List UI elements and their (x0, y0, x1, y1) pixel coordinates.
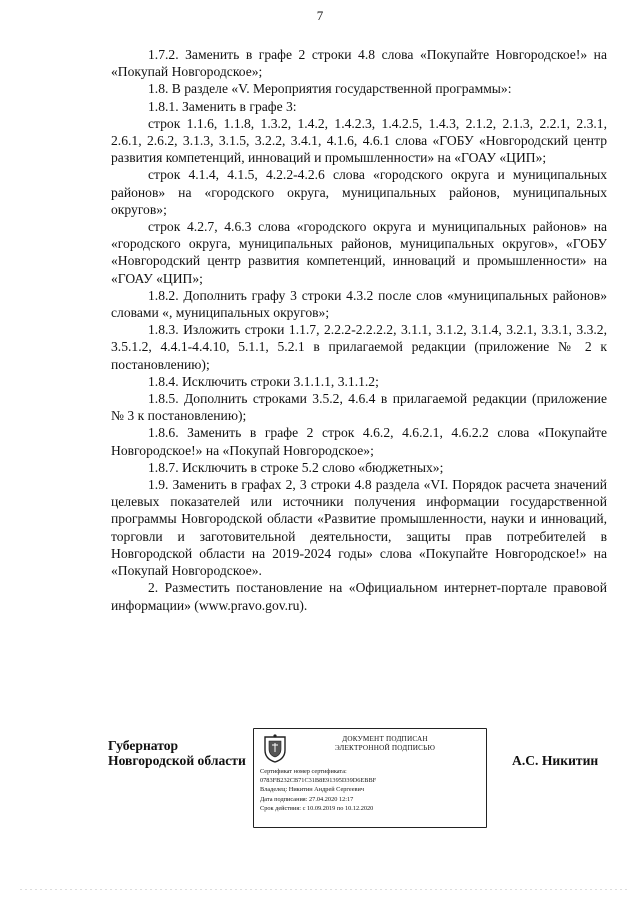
signer-title-line2: Новгородской области (108, 753, 246, 768)
cert-number: 0783FB232CB71C31B8E91395D39D6EBBF (260, 777, 377, 785)
cert-owner: Владелец: Никитин Андрей Сергеевич (260, 786, 365, 794)
paragraph-1-9: 1.9. Заменить в графах 2, 3 строки 4.8 раздела «VI. Порядок расчета значений целевых показателей или источники получения информации государственной программы Новгородской области «Развитие промышленности, науки и инноваций, торговли и заготовительной деятельности, защиты прав потребителей в Новгородской области на 2019-2024 годы» слова «Покупайте Новгородское!» на «Покупай Новгородское». (111, 477, 607, 579)
stamp-header-line1: ДОКУМЕНТ ПОДПИСАН (342, 735, 428, 743)
cert-label: Сертификат номер сертификата: (260, 768, 347, 775)
signer-title (108, 738, 246, 768)
coat-of-arms-icon (260, 733, 290, 763)
paragraph-1-8-2: 1.8.2. Дополнить графу 3 строки 4.3.2 после слов «муниципальных районов» словами «, муниципальных округов»; (111, 287, 607, 321)
paragraph-1-8: 1.8. В разделе «V. Мероприятия государственной программы»: (148, 81, 512, 97)
paragraph-1-8-7: 1.8.7. Исключить в строке 5.2 слово «бюджетных»; (148, 459, 444, 475)
page-number: 7 (316, 8, 324, 23)
paragraph-2: 2. Разместить постановление на «Официальном интернет-портале правовой информации» (www.pravo.gov.ru). (111, 580, 607, 613)
paragraph-1-8-3: 1.8.3. Изложить строки 1.1.7, 2.2.2-2.2.2.2, 3.1.1, 3.1.2, 3.1.4, 3.2.1, 3.3.1, 3.3.2, 3.5.1.2, 4.4.1-4.4.10, 5.1.1, 5.2.1 в прилагаемой редакции (приложение № 2 к постановлению); (111, 322, 607, 372)
paragraph-rows-list-2: строк 4.1.4, 4.1.5, 4.2.2-4.2.6 слова «городского округа и муниципальных районов» на «городского округа, муниципальных районов, муниципальных округов»; (111, 167, 607, 217)
document-body (111, 46, 607, 614)
signer-name: А.С. Никитин (512, 753, 599, 768)
signature-block (0, 728, 640, 828)
paragraph-rows-list-3: строк 4.2.7, 4.6.3 слова «городского округа и муниципальных районов» на «городского округа, муниципальных районов, муниципальных округов», «ГОБУ «Новгородский центр развития компетенций, инноваций и промышленности» на «ГОАУ «ЦИП»; (111, 219, 607, 286)
paragraph-1-8-6: 1.8.6. Заменить в графе 2 строк 4.6.2, 4.6.2.1, 4.6.2.2 слова «Покупайте Новгородское!» на «Покупай Новгородское»; (111, 425, 607, 458)
signed-date: Дата подписания: 27.04.2020 12:17 (260, 795, 354, 803)
signer-title-line1: Губернатор (108, 738, 179, 753)
paragraph-1-8-5: 1.8.5. Дополнить строками 3.5.2, 4.6.4 в прилагаемой редакции (приложение № 3 к постановлению); (111, 391, 607, 424)
cert-validity: Срок действия: с 10.09.2019 по 10.12.2020 (260, 804, 374, 812)
paragraph-1-8-1: 1.8.1. Заменить в графе 3: (148, 98, 297, 114)
stamp-header (292, 735, 478, 753)
paragraph-1-8-4: 1.8.4. Исключить строки 3.1.1.1, 3.1.1.2; (148, 373, 379, 389)
paragraph-rows-list-1: строк 1.1.6, 1.1.8, 1.3.2, 1.4.2, 1.4.2.3, 1.4.2.5, 1.4.3, 2.1.2, 2.1.3, 2.2.1, 2.3.1, 2.6.1, 2.6.2, 3.1.3, 3.1.5, 3.2.2, 3.4.1, 4.1.6, 4.6.1 слова «ГОБУ «Новгородский центр развития компетенций, инноваций и промышленности» на «ГОАУ «ЦИП»; (111, 115, 607, 166)
paragraph-1-7-2: 1.7.2. Заменить в графе 2 строки 4.8 слова «Покупайте Новгородское!» на «Покупай Новгородское»; (111, 47, 607, 80)
scan-artifact-line (20, 889, 630, 890)
stamp-header-line2: ЭЛЕКТРОННОЙ ПОДПИСЬЮ (334, 744, 436, 752)
stamp-details (260, 767, 482, 813)
electronic-signature-stamp (253, 728, 487, 828)
